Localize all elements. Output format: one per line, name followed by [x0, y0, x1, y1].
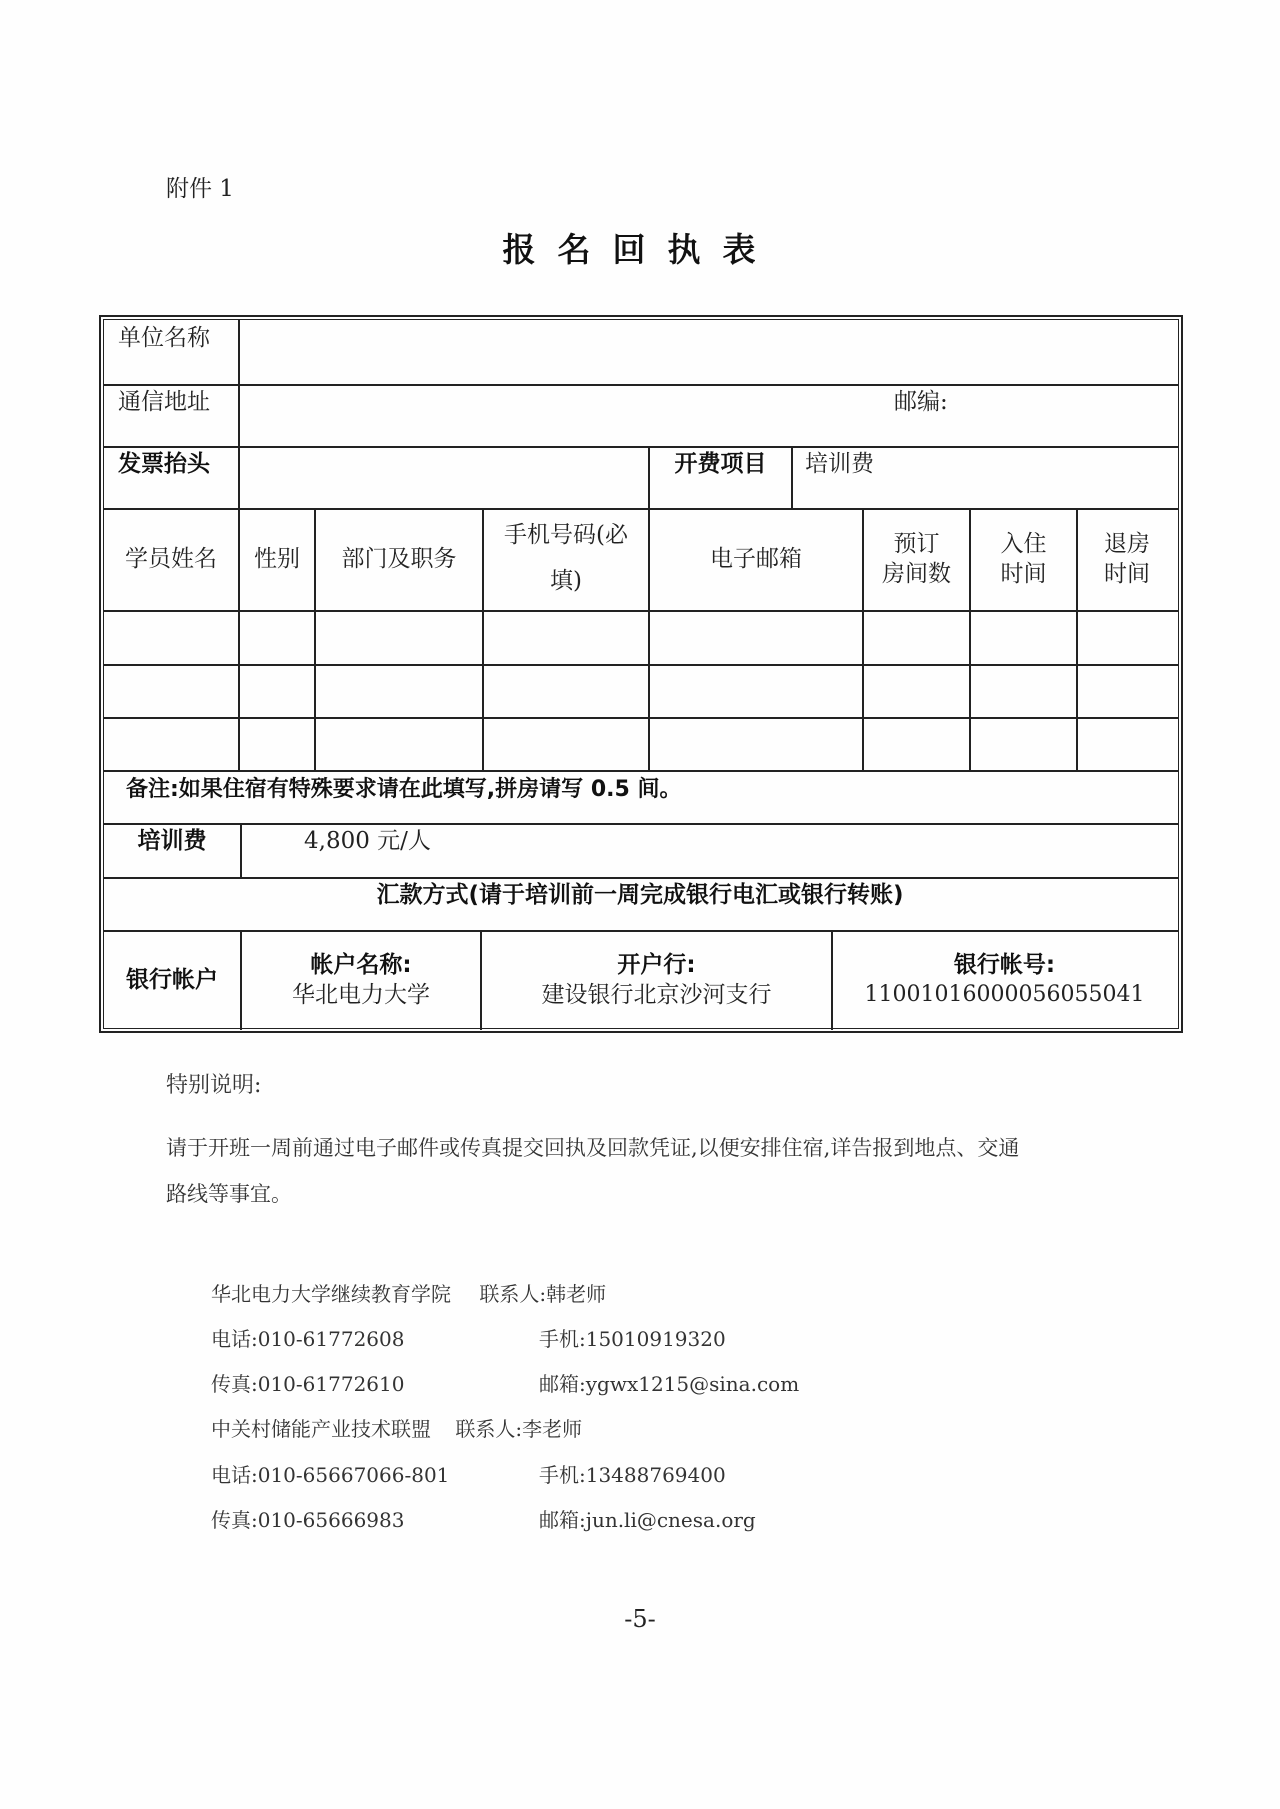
header-rooms-booked [864, 508, 969, 610]
header-checkout-line1: 退房 [1104, 531, 1150, 557]
contact-2-org [211, 1413, 582, 1442]
contact-1-org [211, 1278, 606, 1307]
contact-2-mobile: 手机:13488769400 [539, 1463, 726, 1487]
page-number: -5- [624, 1605, 656, 1633]
contact-1-email[interactable]: 邮箱:ygwx1215@sina.com [539, 1372, 800, 1396]
registration-form-table [99, 315, 1183, 1033]
org-name-label: 单位名称 [118, 324, 210, 351]
contact-2-person: 联系人:李老师 [455, 1417, 583, 1441]
student-row-2[interactable] [104, 666, 1176, 717]
account-name-label: 帐户名称: [310, 952, 412, 978]
header-rooms-line2: 房间数 [882, 561, 951, 587]
bank-branch-label: 开户行: [617, 952, 696, 978]
account-name-cell [242, 930, 480, 1030]
contact-1-mobile: 手机:15010919320 [539, 1327, 726, 1351]
bank-branch-value: 建设银行北京沙河支行 [541, 982, 772, 1008]
contact-2-org-name: 中关村储能产业技术联盟 [211, 1417, 431, 1441]
bank-branch-cell [482, 930, 831, 1030]
address-field[interactable] [240, 384, 860, 446]
account-number-value: 11001016000056055041 [864, 982, 1145, 1007]
notes-body-line1: 请于开班一周前通过电子邮件或传真提交回执及回款凭证,以便安排住宿,详告报到地点、交通 [166, 1136, 1020, 1160]
invoice-title-field[interactable] [240, 446, 648, 508]
notes-heading: 特别说明: [166, 1073, 262, 1098]
student-row-1[interactable] [104, 612, 1176, 664]
contact-1-org-name: 华北电力大学继续教育学院 [211, 1282, 451, 1306]
page-title: 报名回执表 [502, 230, 778, 269]
header-checkin-time [971, 508, 1076, 610]
fee-value: 4,800 元/人 [304, 827, 431, 854]
header-mobile-line2: 填) [550, 568, 582, 594]
header-checkout-time [1078, 508, 1176, 610]
header-mobile-required [484, 508, 648, 610]
org-name-field[interactable] [240, 320, 1176, 384]
contact-1-person: 联系人:韩老师 [479, 1282, 607, 1306]
account-number-cell [833, 930, 1176, 1030]
payment-method-text: 汇款方式(请于培训前一周完成银行电汇或银行转账) [376, 881, 904, 908]
header-email: 电子邮箱 [710, 545, 802, 572]
postcode-label: 邮编: [894, 388, 948, 415]
contact-2-fax: 传真:010-65666983 [211, 1508, 405, 1532]
header-department-position: 部门及职务 [341, 545, 457, 572]
fee-label: 培训费 [137, 827, 207, 854]
header-rooms-line1: 预订 [893, 531, 940, 557]
attachment-label: 附件 1 [166, 176, 234, 202]
contact-1-fax: 传真:010-61772610 [211, 1372, 405, 1396]
header-checkout-line2: 时间 [1104, 561, 1150, 587]
postcode-field[interactable] [984, 384, 1174, 446]
billing-item-value[interactable]: 培训费 [805, 450, 874, 477]
billing-item-label: 开费项目 [674, 450, 767, 477]
header-mobile-line1: 手机号码(必 [504, 522, 628, 548]
header-checkin-line1: 入住 [1000, 531, 1047, 557]
header-checkin-line2: 时间 [1000, 561, 1047, 587]
header-student-name: 学员姓名 [125, 545, 217, 572]
bank-account-label: 银行帐户 [126, 966, 218, 993]
student-row-3[interactable] [104, 719, 1176, 770]
contact-2-phone: 电话:010-65667066-801 [211, 1463, 450, 1487]
header-gender: 性别 [254, 545, 300, 572]
remark-text: 备注:如果住宿有特殊要求请在此填写,拼房请写 0.5 间。 [126, 777, 682, 803]
contact-1-phone: 电话:010-61772608 [211, 1327, 405, 1351]
table-inner-border [103, 319, 1179, 1029]
account-number-label: 银行帐号: [953, 952, 1056, 978]
contact-2-email[interactable]: 邮箱:jun.li@cnesa.org [539, 1508, 756, 1532]
account-name-value: 华北电力大学 [292, 982, 430, 1008]
address-label: 通信地址 [118, 388, 210, 415]
notes-body-line2: 路线等事宜。 [166, 1182, 292, 1206]
invoice-title-label: 发票抬头 [118, 450, 210, 477]
